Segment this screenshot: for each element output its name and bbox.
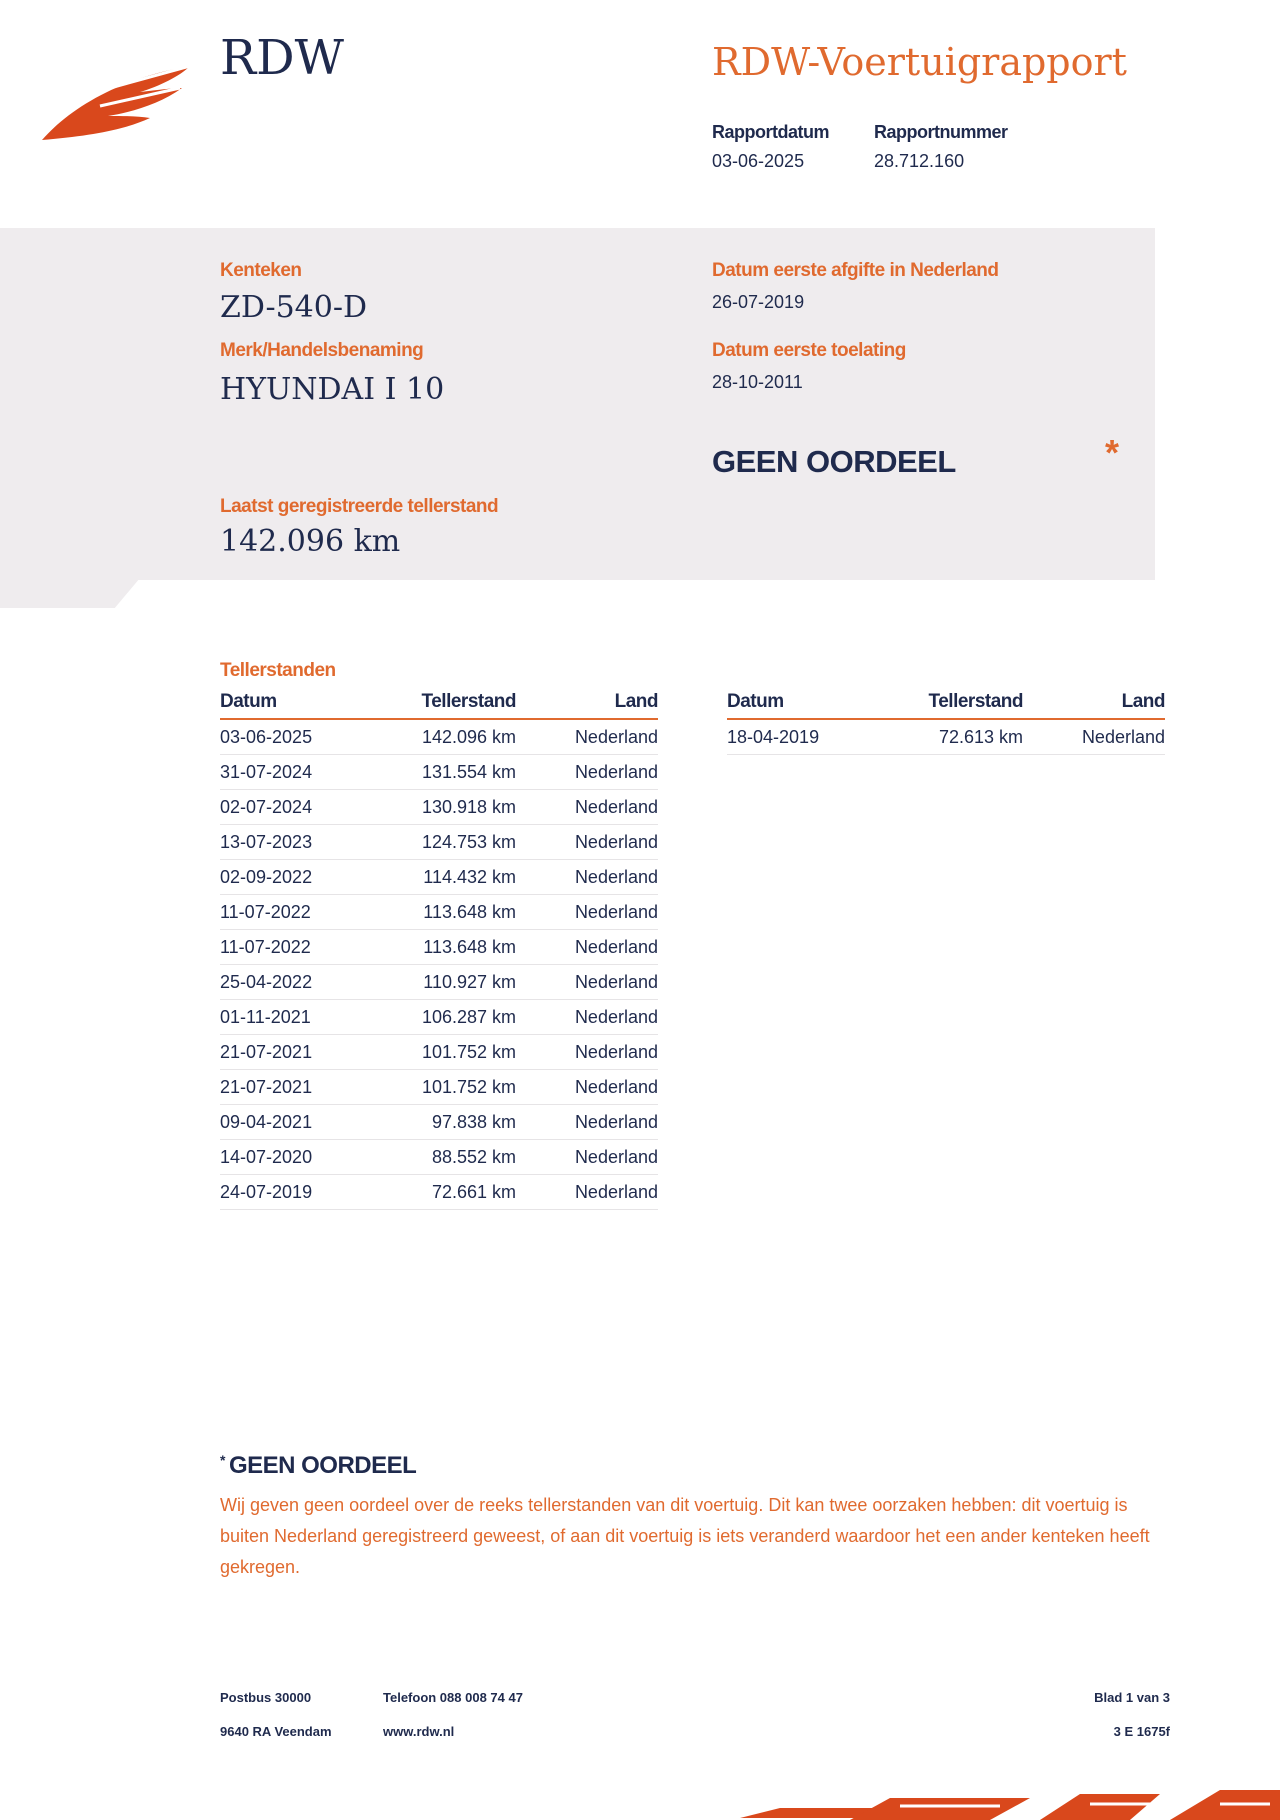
afgifte-label: Datum eerste afgifte in Nederland	[712, 260, 999, 281]
cell-tellerstand: 88.552 km	[370, 1140, 516, 1175]
footnote-title	[220, 1452, 416, 1480]
cell-datum: 03-06-2025	[220, 719, 370, 755]
teller-value: 142.096 km	[220, 524, 401, 559]
col-land: Land	[516, 690, 658, 719]
cell-tellerstand: 142.096 km	[370, 719, 516, 755]
cell-land: Nederland	[516, 755, 658, 790]
cell-tellerstand: 72.613 km	[877, 719, 1023, 755]
col-tellerstand: Tellerstand	[370, 690, 516, 719]
cell-datum: 13-07-2023	[220, 825, 370, 860]
cell-tellerstand: 131.554 km	[370, 755, 516, 790]
cell-tellerstand: 113.648 km	[370, 930, 516, 965]
kenteken-value: ZD-540-D	[220, 290, 368, 325]
cell-land: Nederland	[516, 1000, 658, 1035]
cell-datum: 02-09-2022	[220, 860, 370, 895]
cell-land: Nederland	[516, 825, 658, 860]
footer-postbus: Postbus 30000	[220, 1690, 312, 1705]
table-row	[220, 965, 658, 1000]
cell-datum: 02-07-2024	[220, 790, 370, 825]
cell-tellerstand: 110.927 km	[370, 965, 516, 1000]
footnote-star-icon: *	[220, 1452, 225, 1468]
table-row	[220, 1105, 658, 1140]
table-row	[220, 1070, 658, 1105]
footer-website[interactable]: www.rdw.nl	[383, 1724, 455, 1739]
table-row	[220, 825, 658, 860]
table-row	[220, 1175, 658, 1210]
cell-datum: 14-07-2020	[220, 1140, 370, 1175]
footer-telefoon: Telefoon 088 008 74 47	[383, 1690, 523, 1705]
report-title: RDW-Voertuigrapport	[712, 40, 1127, 84]
table-row	[220, 860, 658, 895]
cell-land: Nederland	[516, 1175, 658, 1210]
cell-datum: 21-07-2021	[220, 1070, 370, 1105]
report-number: 28.712.160	[874, 151, 965, 171]
table-row	[220, 895, 658, 930]
footer-page-number: Blad 1 van 3	[1094, 1690, 1170, 1705]
cell-datum: 11-07-2022	[220, 895, 370, 930]
table-row	[220, 1140, 658, 1175]
cell-land: Nederland	[516, 1105, 658, 1140]
cell-datum: 01-11-2021	[220, 1000, 370, 1035]
tellerstanden-table-left	[220, 690, 658, 1210]
overview-panel-notch	[0, 578, 140, 608]
rdw-logo-icon	[40, 58, 200, 148]
col-land: Land	[1023, 690, 1165, 719]
cell-tellerstand: 113.648 km	[370, 895, 516, 930]
org-name: RDW	[220, 30, 344, 86]
cell-land: Nederland	[1023, 719, 1165, 755]
cell-land: Nederland	[516, 930, 658, 965]
col-datum: Datum	[220, 690, 370, 719]
cell-datum: 09-04-2021	[220, 1105, 370, 1140]
table-row	[220, 1035, 658, 1070]
table-row	[220, 790, 658, 825]
cell-land: Nederland	[516, 895, 658, 930]
cell-tellerstand: 97.838 km	[370, 1105, 516, 1140]
cell-tellerstand: 101.752 km	[370, 1070, 516, 1105]
cell-land: Nederland	[516, 860, 658, 895]
table-row	[727, 719, 1165, 755]
cell-tellerstand: 130.918 km	[370, 790, 516, 825]
footer-postcode: 9640 RA Veendam	[220, 1724, 332, 1739]
cell-tellerstand: 72.661 km	[370, 1175, 516, 1210]
oordeel-status: GEEN OORDEEL	[712, 444, 956, 479]
merk-label: Merk/Handelsbenaming	[220, 340, 424, 361]
cell-land: Nederland	[516, 965, 658, 1000]
oordeel-star-icon: *	[1105, 432, 1120, 473]
merk-value: HYUNDAI I 10	[220, 372, 445, 407]
footer-code: 3 E 1675f	[1113, 1724, 1170, 1739]
cell-land: Nederland	[516, 790, 658, 825]
col-datum: Datum	[727, 690, 877, 719]
tellerstanden-table-right	[727, 690, 1165, 755]
table-row	[220, 719, 658, 755]
cell-tellerstand: 101.752 km	[370, 1035, 516, 1070]
toelating-label: Datum eerste toelating	[712, 340, 906, 361]
toelating-value: 28-10-2011	[712, 372, 803, 392]
cell-datum: 31-07-2024	[220, 755, 370, 790]
cell-tellerstand: 114.432 km	[370, 860, 516, 895]
cell-tellerstand: 106.287 km	[370, 1000, 516, 1035]
cell-datum: 18-04-2019	[727, 719, 877, 755]
cell-tellerstand: 124.753 km	[370, 825, 516, 860]
afgifte-value: 26-07-2019	[712, 292, 805, 312]
cell-land: Nederland	[516, 1035, 658, 1070]
footnote-text: Wij geven geen oordeel over de reeks tellerstanden van dit voertuig. Dit kan twee oorzaken hebben: dit voertuig is buiten Nederland geregistreerd geweest, of aan dit voertuig is iets veranderd waardoor het een ander kenteken heeft gekregen.	[220, 1495, 1150, 1577]
cell-datum: 24-07-2019	[220, 1175, 370, 1210]
cell-land: Nederland	[516, 1140, 658, 1175]
col-tellerstand: Tellerstand	[877, 690, 1023, 719]
cell-datum: 25-04-2022	[220, 965, 370, 1000]
tellerstanden-title: Tellerstanden	[220, 660, 336, 681]
report-date-label: Rapportdatum	[712, 122, 829, 142]
cell-land: Nederland	[516, 719, 658, 755]
report-date: 03-06-2025	[712, 151, 805, 171]
table-row	[220, 755, 658, 790]
cell-land: Nederland	[516, 1070, 658, 1105]
cell-datum: 11-07-2022	[220, 930, 370, 965]
decorative-stripes-icon	[740, 1790, 1280, 1820]
report-number-label: Rapportnummer	[874, 122, 1008, 142]
kenteken-label: Kenteken	[220, 260, 302, 281]
teller-label: Laatst geregistreerde tellerstand	[220, 496, 499, 517]
table-row	[220, 1000, 658, 1035]
cell-datum: 21-07-2021	[220, 1035, 370, 1070]
table-row	[220, 930, 658, 965]
footnote-title-text: GEEN OORDEEL	[228, 1452, 417, 1479]
